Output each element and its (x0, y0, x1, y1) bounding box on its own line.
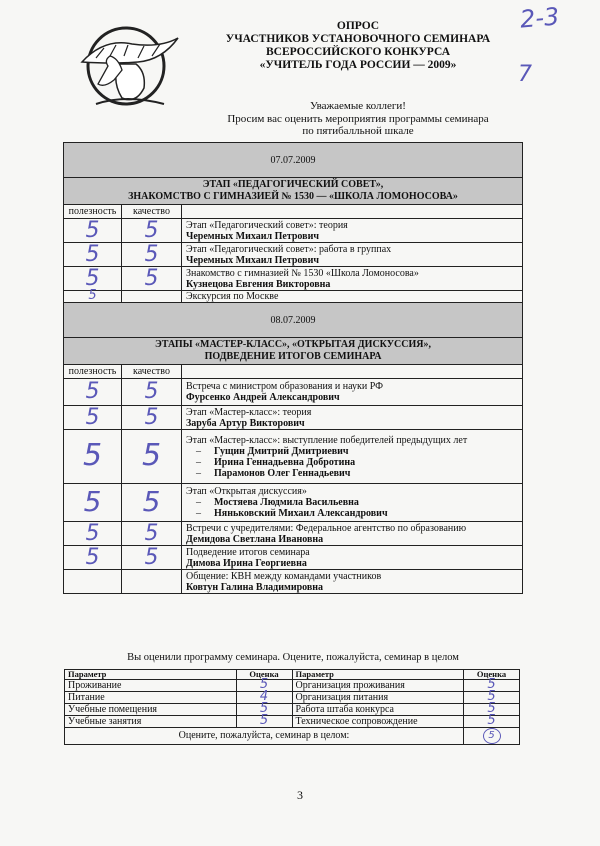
day-2-date: 08.07.2009 (64, 303, 523, 338)
usefulness-score[interactable]: 5 (85, 265, 100, 291)
quality-score[interactable]: 5 (144, 217, 159, 243)
event-speaker: Демидова Светлана Ивановна (186, 533, 324, 545)
day-2-title (64, 338, 523, 365)
table-row (64, 570, 523, 594)
param-score[interactable]: 5 (487, 689, 496, 704)
table-row (64, 484, 523, 522)
param-score[interactable]: 4 (259, 689, 269, 704)
intro-greeting: Уважаемые коллеги! (310, 100, 406, 112)
usefulness-score[interactable]: 5 (85, 404, 100, 430)
event-title: Экскурсия по Москве (186, 291, 279, 302)
table-row (65, 704, 520, 716)
table-row (64, 267, 523, 291)
usefulness-score[interactable]: 5 (85, 241, 100, 267)
event-speaker: – Мостяева Людмила Васильевна (186, 497, 518, 508)
day-1-title-line-2: ЗНАКОМСТВО С ГИМНАЗИЕЙ № 1530 — «ШКОЛА ЛОМОНОСОВА» (128, 191, 458, 202)
total-score[interactable]: 5 (483, 728, 501, 744)
event-speaker: – Парамонов Олег Геннадьевич (186, 468, 518, 479)
param-score[interactable]: 5 (259, 677, 269, 692)
event-speaker: – Гущин Дмитрий Дмитриевич (186, 446, 518, 457)
event-speaker: – Няньковский Михаил Александрович (186, 508, 518, 519)
table-row (65, 728, 520, 745)
day-2-title-line-2: ПОДВЕДЕНИЕ ИТОГОВ СЕМИНАРА (204, 351, 382, 362)
quality-score[interactable]: 5 (144, 379, 159, 404)
table-row (64, 379, 523, 406)
usefulness-score[interactable]: 5 (88, 288, 97, 303)
usefulness-score[interactable]: 5 (85, 544, 100, 570)
survey-header (190, 20, 526, 72)
table-row (64, 219, 523, 243)
event-title: Общение: КВН между командами участников (186, 570, 382, 582)
day-2-title-line-1: ЭТАПЫ «МАСТЕР-КЛАСС», «ОТКРЫТАЯ ДИСКУССИЯ», (154, 339, 431, 350)
table-row (64, 546, 523, 570)
param-score[interactable]: 5 (259, 701, 269, 716)
quality-score[interactable]: 5 (144, 544, 159, 570)
event-speaker: Димова Ирина Георгиевна (186, 557, 307, 569)
param-name: Техническое сопровождение (292, 716, 464, 728)
event-title: Этап «Открытая дискуссия» (186, 486, 307, 497)
event-speaker: Ковтун Галина Владимировна (186, 581, 324, 593)
event-title: Подведение итогов семинара (186, 546, 310, 558)
handwritten-number: 7 (518, 62, 532, 87)
event-column-header (182, 365, 523, 379)
param-score[interactable]: 5 (259, 713, 269, 728)
event-speaker: Кузнецова Евгения Викторовна (186, 278, 331, 290)
usefulness-column-header: полезность (64, 205, 122, 219)
header-line-4: «УЧИТЕЛЬ ГОДА РОССИИ — 2009» (259, 59, 457, 71)
usefulness-score[interactable]: 5 (83, 484, 102, 518)
param-name: Учебные помещения (65, 704, 237, 716)
param-column-header: Параметр (65, 670, 237, 680)
event-column-header (182, 205, 523, 219)
quality-column-header: качество (122, 205, 182, 219)
event-title: Встреча с министром образования и науки РФ (186, 381, 384, 392)
overall-rating-table (64, 669, 520, 745)
day-1-date: 07.07.2009 (64, 143, 523, 178)
event-title: Этап «Педагогический совет»: теория (186, 219, 348, 231)
overall-question: Вы оценили программу семинара. Оцените, пожалуйста, семинар в целом (127, 652, 459, 663)
param-name: Организация питания (292, 692, 464, 704)
param-column-header: Параметр (292, 670, 464, 680)
day-1-title (64, 178, 523, 205)
usefulness-score[interactable]: 5 (85, 520, 100, 546)
event-speaker: Фурсенко Андрей Александрович (186, 392, 340, 403)
param-name: Проживание (65, 680, 237, 692)
events-table (63, 142, 523, 594)
table-row (65, 692, 520, 704)
event-title: Знакомство с гимназией № 1530 «Школа Ломоносова» (186, 267, 419, 279)
event-title: Этап «Мастер-класс»: выступление победителей предыдущих лет (186, 434, 468, 446)
usefulness-column-header: полезность (64, 365, 122, 379)
quality-score[interactable]: 5 (144, 404, 159, 430)
param-score[interactable]: 5 (487, 677, 496, 692)
quality-score[interactable]: 5 (141, 437, 162, 473)
page-number: 3 (297, 788, 303, 802)
table-row (64, 430, 523, 484)
table-row (64, 406, 523, 430)
param-name: Питание (65, 692, 237, 704)
handwritten-corner-mark: 2-3 (518, 2, 561, 34)
pelican-logo-icon (74, 18, 184, 114)
event-title: Этап «Педагогический совет»: работа в группах (186, 243, 392, 255)
quality-score[interactable]: 5 (144, 241, 159, 267)
intro-request-2: по пятибалльной шкале (302, 125, 414, 137)
day-1-title-line-1: ЭТАП «ПЕДАГОГИЧЕСКИЙ СОВЕТ», (202, 179, 384, 190)
event-speaker: Черемных Михаил Петрович (186, 254, 319, 266)
quality-column-header: качество (122, 365, 182, 379)
event-speaker: Черемных Михаил Петрович (186, 230, 319, 242)
header-line-3: ВСЕРОССИЙСКОГО КОНКУРСА (265, 46, 451, 58)
intro-request-1: Просим вас оценить мероприятия программы семинара (227, 112, 489, 125)
param-score[interactable]: 5 (487, 713, 496, 728)
usefulness-score[interactable]: 5 (82, 437, 103, 473)
header-line-2: УЧАСТНИКОВ УСТАНОВОЧНОГО СЕМИНАРА (225, 33, 491, 45)
event-title: Встречи с учредителями: Федеральное агентство по образованию (186, 522, 467, 534)
param-name: Организация проживания (292, 680, 464, 692)
quality-score[interactable]: 5 (142, 484, 161, 518)
total-label: Оцените, пожалуйста, семинар в целом: (65, 728, 464, 745)
quality-score[interactable]: 5 (144, 520, 159, 546)
table-row (65, 716, 520, 728)
param-score[interactable]: 5 (487, 701, 496, 716)
event-title: Этап «Мастер-класс»: теория (186, 406, 312, 418)
table-row (65, 680, 520, 692)
event-speaker: Заруба Артур Викторович (186, 417, 305, 429)
quality-score[interactable]: 5 (144, 265, 159, 291)
table-row (64, 522, 523, 546)
param-name: Учебные занятия (65, 716, 237, 728)
intro-text (190, 100, 526, 138)
param-name: Работа штаба конкурса (292, 704, 464, 716)
score-column-header: Оценка (464, 670, 520, 680)
table-row (64, 291, 523, 303)
table-row (64, 243, 523, 267)
header-line-1: ОПРОС (336, 20, 380, 32)
usefulness-score[interactable]: 5 (85, 379, 100, 404)
event-speaker: – Ирина Геннадьевна Добротина (186, 457, 518, 468)
score-column-header: Оценка (236, 670, 292, 680)
usefulness-score[interactable]: 5 (85, 217, 100, 243)
